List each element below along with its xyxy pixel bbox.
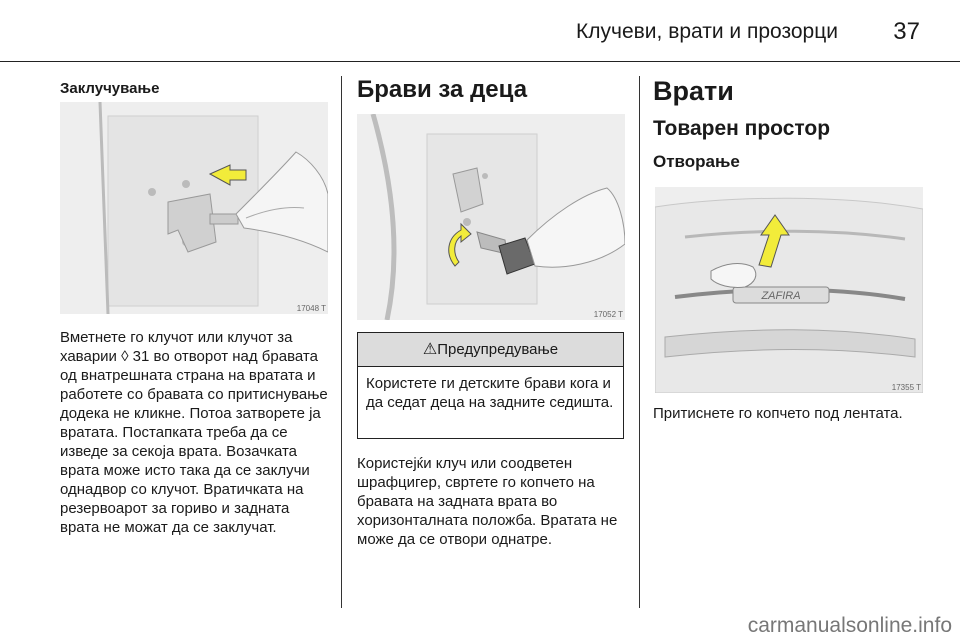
locking-instructions: Вметнете го клучот или клучот за хаварии ◊ 31 во отворот над бравата од внатрешната страна на вратата и работете со бравата со притиснување додека не кликне. Потоа затворете ја вратата. Постапката треба да се изведе за секоја врата. Возачката врата може исто така да се заклучи однадвор со клучот. Вратичката на резервоарот за гориво и задната врата не можат да се заклучат.	[60, 329, 328, 536]
section-heading-locking: Заклучување	[60, 80, 160, 97]
tailgate-illustration	[655, 187, 923, 393]
page-number: 37	[893, 18, 920, 45]
warning-box	[357, 332, 624, 439]
column-divider	[341, 76, 342, 608]
warning-header	[358, 333, 623, 367]
tailgate-drawing	[655, 187, 923, 393]
column-divider	[639, 76, 640, 608]
figure-code: 17355 T	[891, 383, 921, 392]
watermark: carmanualsonline.info	[747, 614, 952, 637]
section-heading-doors: Врати	[653, 76, 734, 106]
figure-code: 17052 T	[593, 310, 623, 319]
child-lock-drawing	[357, 114, 625, 320]
section-heading-opening: Отворање	[653, 152, 740, 171]
section-heading-cargo-area: Товарен простор	[653, 117, 831, 140]
warning-triangle-icon: ⚠	[422, 341, 438, 358]
door-lock-drawing	[60, 102, 328, 314]
page-header	[0, 0, 960, 62]
child-lock-illustration	[357, 114, 625, 320]
warning-text: Користете ги детските брави кога и да седат деца на задните седишта.	[366, 375, 614, 411]
warning-title: Предупредување	[437, 341, 559, 358]
header-rule	[0, 61, 960, 62]
door-lock-illustration	[60, 102, 328, 314]
vehicle-badge: ZAFIRA	[761, 290, 801, 302]
tailgate-instructions: Притиснете го копчето под лентата.	[653, 405, 903, 422]
header-title: Клучеви, врати и прозорци	[576, 20, 838, 43]
figure-code: 17048 T	[296, 304, 326, 313]
child-lock-instructions: Користејќи клуч или соодветен шрафцигер, свртете го копчето на бравата на задната врата во хоризонталната положба. Вратата не може да се отвори однатре.	[357, 455, 618, 548]
section-heading-child-locks: Брави за деца	[357, 76, 528, 103]
